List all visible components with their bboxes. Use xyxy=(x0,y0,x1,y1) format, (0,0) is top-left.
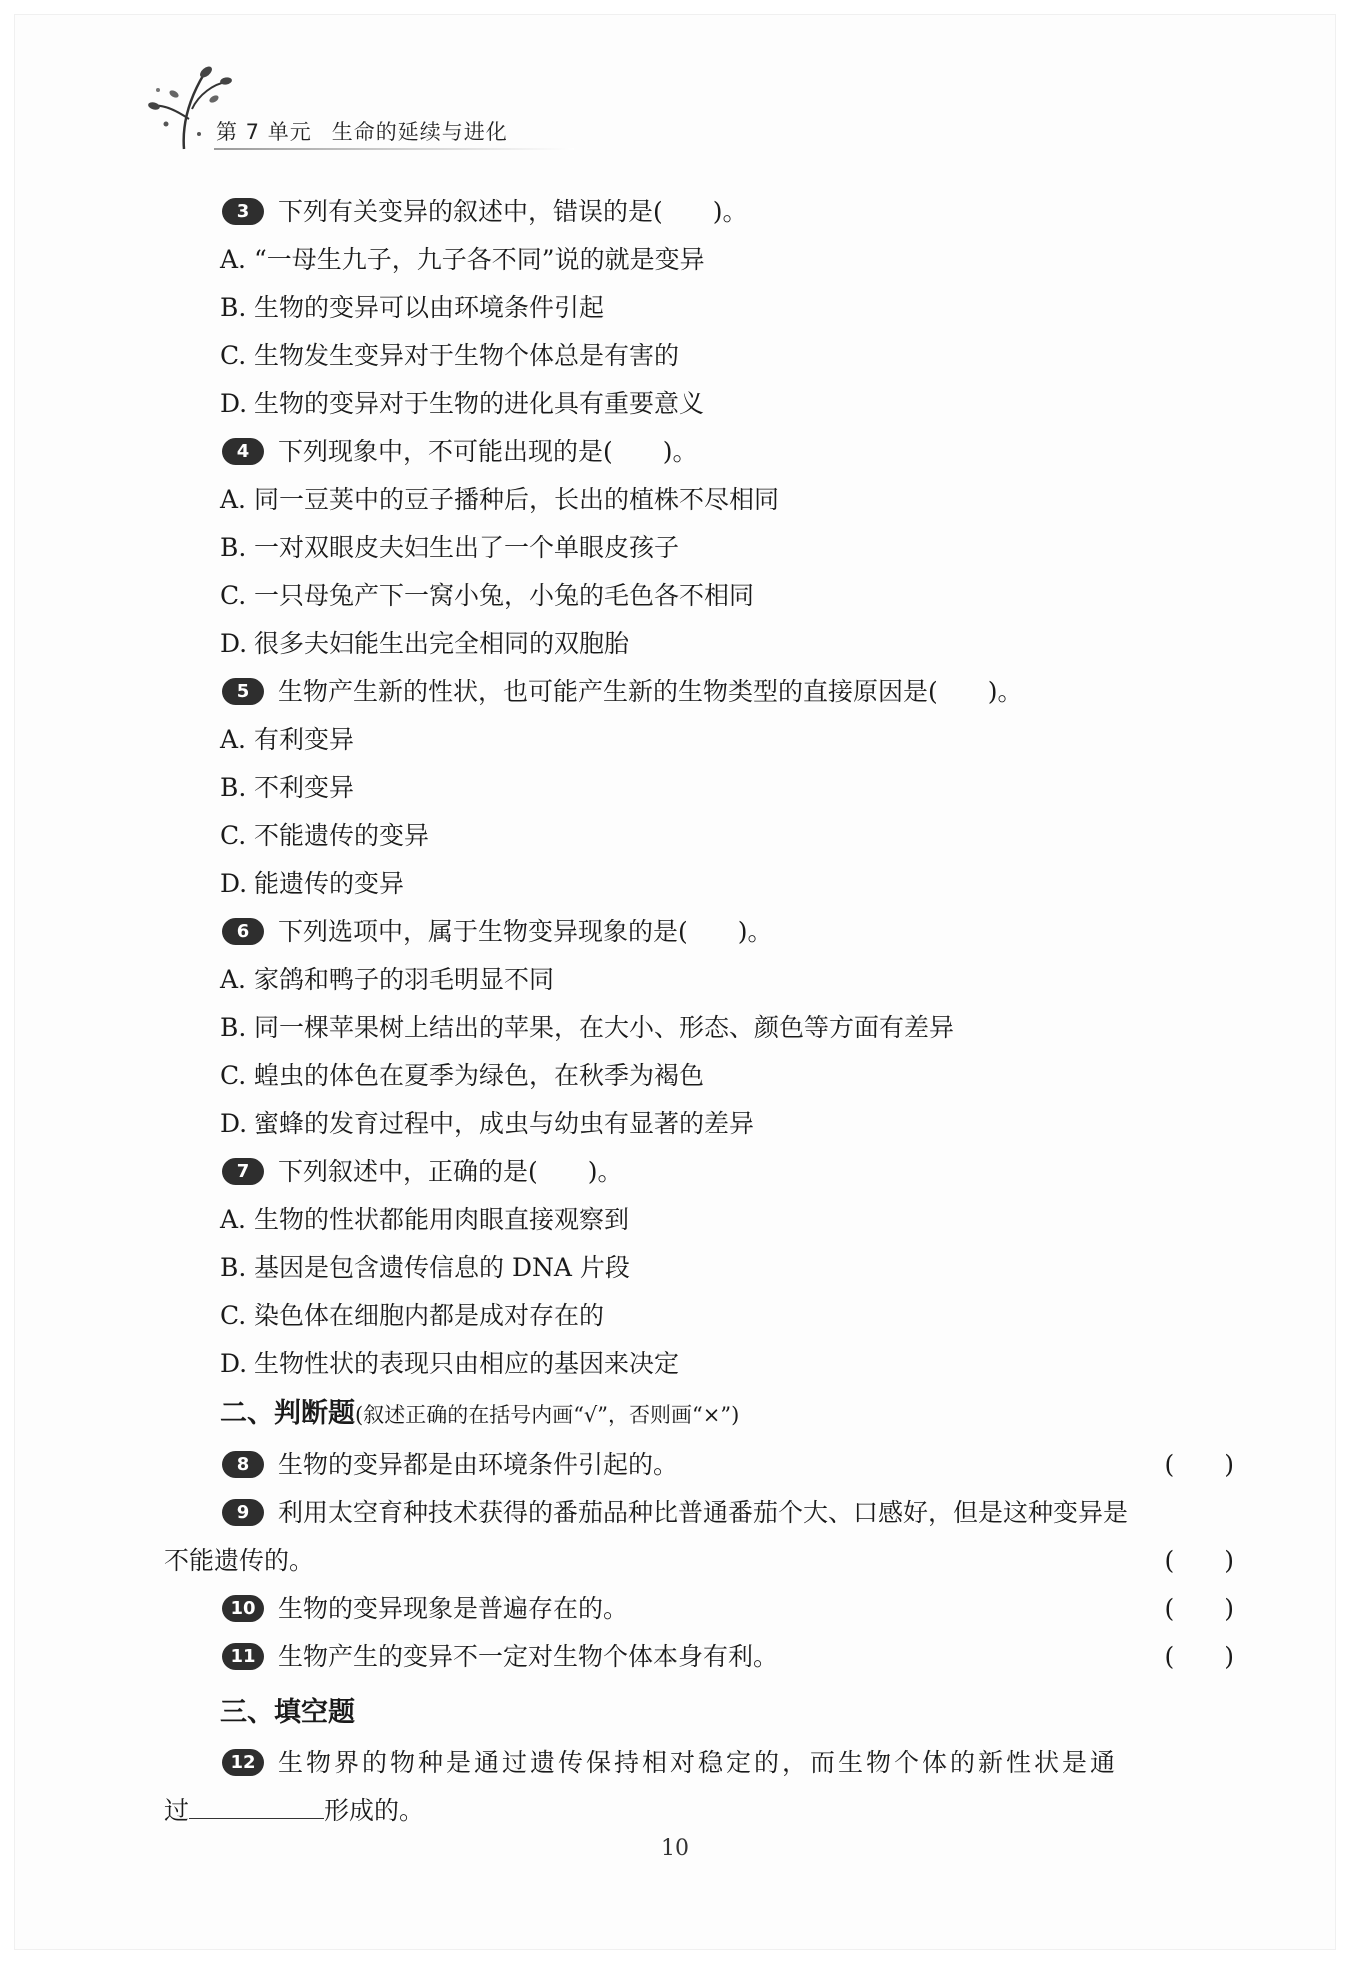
question-text: 生物的变异现象是普遍存在的。 xyxy=(278,1594,629,1623)
section-title: 二、判断题 xyxy=(220,1398,355,1429)
question-8 xyxy=(164,1441,1234,1489)
option xyxy=(164,1196,1234,1244)
option xyxy=(164,476,1234,524)
question-number-badge: 6 xyxy=(222,918,264,945)
option-letter: D. xyxy=(220,389,248,418)
option-text: 有利变异 xyxy=(254,725,355,754)
answer-bracket: ( ) xyxy=(1164,1642,1234,1671)
question-number-badge: 11 xyxy=(222,1643,264,1670)
question-4 xyxy=(164,428,1234,476)
question-number-badge: 8 xyxy=(222,1451,264,1478)
question-7 xyxy=(164,1148,1234,1196)
section-judgment-title xyxy=(164,1390,1234,1439)
question-9 xyxy=(164,1489,1234,1537)
question-text: 生物的变异都是由环境条件引起的。 xyxy=(278,1450,679,1479)
option-text: 能遗传的变异 xyxy=(254,869,405,898)
option-letter: C. xyxy=(220,1301,247,1330)
option-letter: B. xyxy=(220,773,247,802)
question-number-badge: 5 xyxy=(222,678,264,705)
option-text: 同一棵苹果树上结出的苹果，在大小、形态、颜色等方面有差异 xyxy=(254,1013,955,1042)
option-letter: C. xyxy=(220,581,247,610)
section-fill-title xyxy=(164,1689,1234,1737)
option-text: 生物发生变异对于生物个体总是有害的 xyxy=(254,341,680,370)
page-header xyxy=(144,54,614,164)
option xyxy=(164,1052,1234,1100)
option-letter: A. xyxy=(220,725,247,754)
option xyxy=(164,812,1234,860)
question-text-before-blank: 过 xyxy=(164,1796,190,1825)
option-text: 蝗虫的体色在夏季为绿色，在秋季为褐色 xyxy=(254,1061,705,1090)
option-letter: D. xyxy=(220,629,248,658)
question-text: 下列叙述中，正确的是( )。 xyxy=(278,1157,623,1186)
option-letter: B. xyxy=(220,533,247,562)
question-text: 生物产生的变异不一定对生物个体本身有利。 xyxy=(278,1642,779,1671)
option xyxy=(164,1292,1234,1340)
question-10 xyxy=(164,1585,1234,1633)
option-letter: A. xyxy=(220,485,247,514)
question-number-badge: 10 xyxy=(222,1595,264,1622)
option-letter: D. xyxy=(220,1109,248,1138)
option xyxy=(164,764,1234,812)
option xyxy=(164,716,1234,764)
question-text: 下列现象中，不可能出现的是( )。 xyxy=(278,437,698,466)
option-text: 生物的变异对于生物的进化具有重要意义 xyxy=(254,389,705,418)
option xyxy=(164,572,1234,620)
question-number-badge: 3 xyxy=(222,198,264,225)
answer-bracket: ( ) xyxy=(1164,1546,1234,1575)
answer-bracket: ( ) xyxy=(1164,1450,1234,1479)
question-12-continued xyxy=(164,1787,1234,1835)
option xyxy=(164,956,1234,1004)
question-6 xyxy=(164,908,1234,956)
option-text: 一对双眼皮夫妇生出了一个单眼皮孩子 xyxy=(254,533,680,562)
answer-bracket: ( ) xyxy=(1164,1594,1234,1623)
option xyxy=(164,284,1234,332)
option-letter: C. xyxy=(220,1061,247,1090)
question-number-badge: 12 xyxy=(222,1749,264,1776)
option xyxy=(164,1100,1234,1148)
option-text: 生物性状的表现只由相应的基因来决定 xyxy=(254,1349,680,1378)
question-12 xyxy=(164,1739,1234,1787)
question-text: 下列有关变异的叙述中，错误的是( )。 xyxy=(278,197,748,226)
option xyxy=(164,1004,1234,1052)
header-rule xyxy=(214,148,574,150)
unit-number: 第 7 单元 xyxy=(216,120,312,144)
question-3 xyxy=(164,188,1234,236)
question-5 xyxy=(164,668,1234,716)
option-letter: C. xyxy=(220,821,247,850)
option xyxy=(164,380,1234,428)
question-number-badge: 9 xyxy=(222,1499,264,1526)
question-text: 下列选项中，属于生物变异现象的是( )。 xyxy=(278,917,773,946)
unit-name: 生命的延续与进化 xyxy=(331,120,508,144)
question-text: 生物界的物种是通过遗传保持相对稳定的，而生物个体的新性状是通 xyxy=(278,1748,1119,1777)
option-text: 家鸽和鸭子的羽毛明显不同 xyxy=(254,965,555,994)
option-text: 一只母兔产下一窝小兔，小兔的毛色各不相同 xyxy=(254,581,755,610)
option-text: 染色体在细胞内都是成对存在的 xyxy=(254,1301,605,1330)
fill-blank[interactable] xyxy=(189,1788,324,1819)
option-letter: A. xyxy=(220,1205,247,1234)
option-text: “一母生九子，九子各不同”说的就是变异 xyxy=(254,245,705,274)
question-9-continued xyxy=(164,1537,1234,1585)
workbook-page xyxy=(14,14,1336,1950)
question-11 xyxy=(164,1633,1234,1681)
section-title: 三、填空题 xyxy=(220,1697,355,1728)
option-text: 很多夫妇能生出完全相同的双胞胎 xyxy=(254,629,630,658)
option xyxy=(164,620,1234,668)
option-text: 不利变异 xyxy=(254,773,355,802)
option-letter: B. xyxy=(220,1253,247,1282)
question-text-after-blank: 形成的。 xyxy=(324,1796,425,1825)
option-letter: A. xyxy=(220,965,247,994)
option-text: 生物的性状都能用肉眼直接观察到 xyxy=(254,1205,630,1234)
option-text: 生物的变异可以由环境条件引起 xyxy=(254,293,605,322)
option-text: 不能遗传的变异 xyxy=(254,821,430,850)
option-letter: B. xyxy=(220,293,247,322)
option-letter: C. xyxy=(220,341,247,370)
option-text: 基因是包含遗传信息的 DNA 片段 xyxy=(254,1253,630,1282)
option-letter: B. xyxy=(220,1013,247,1042)
question-text: 利用太空育种技术获得的番茄品种比普通番茄个大、口感好，但是这种变异是 xyxy=(278,1498,1129,1527)
option xyxy=(164,1244,1234,1292)
option-letter: A. xyxy=(220,245,247,274)
option-text: 同一豆荚中的豆子播种后，长出的植株不尽相同 xyxy=(254,485,780,514)
question-number-badge: 7 xyxy=(222,1158,264,1185)
option xyxy=(164,860,1234,908)
option xyxy=(164,332,1234,380)
section-note: (叙述正确的在括号内画“√”，否则画“×”) xyxy=(355,1403,740,1427)
option-text: 蜜蜂的发育过程中，成虫与幼虫有显著的差异 xyxy=(254,1109,755,1138)
question-number-badge: 4 xyxy=(222,438,264,465)
content xyxy=(164,188,1234,1835)
option-letter: D. xyxy=(220,1349,248,1378)
option xyxy=(164,524,1234,572)
page-number: 10 xyxy=(661,1836,689,1861)
question-text-continued: 不能遗传的。 xyxy=(164,1546,315,1575)
question-text: 生物产生新的性状，也可能产生新的生物类型的直接原因是( )。 xyxy=(278,677,1023,706)
unit-title xyxy=(216,116,508,146)
option-letter: D. xyxy=(220,869,248,898)
option xyxy=(164,1340,1234,1388)
option xyxy=(164,236,1234,284)
